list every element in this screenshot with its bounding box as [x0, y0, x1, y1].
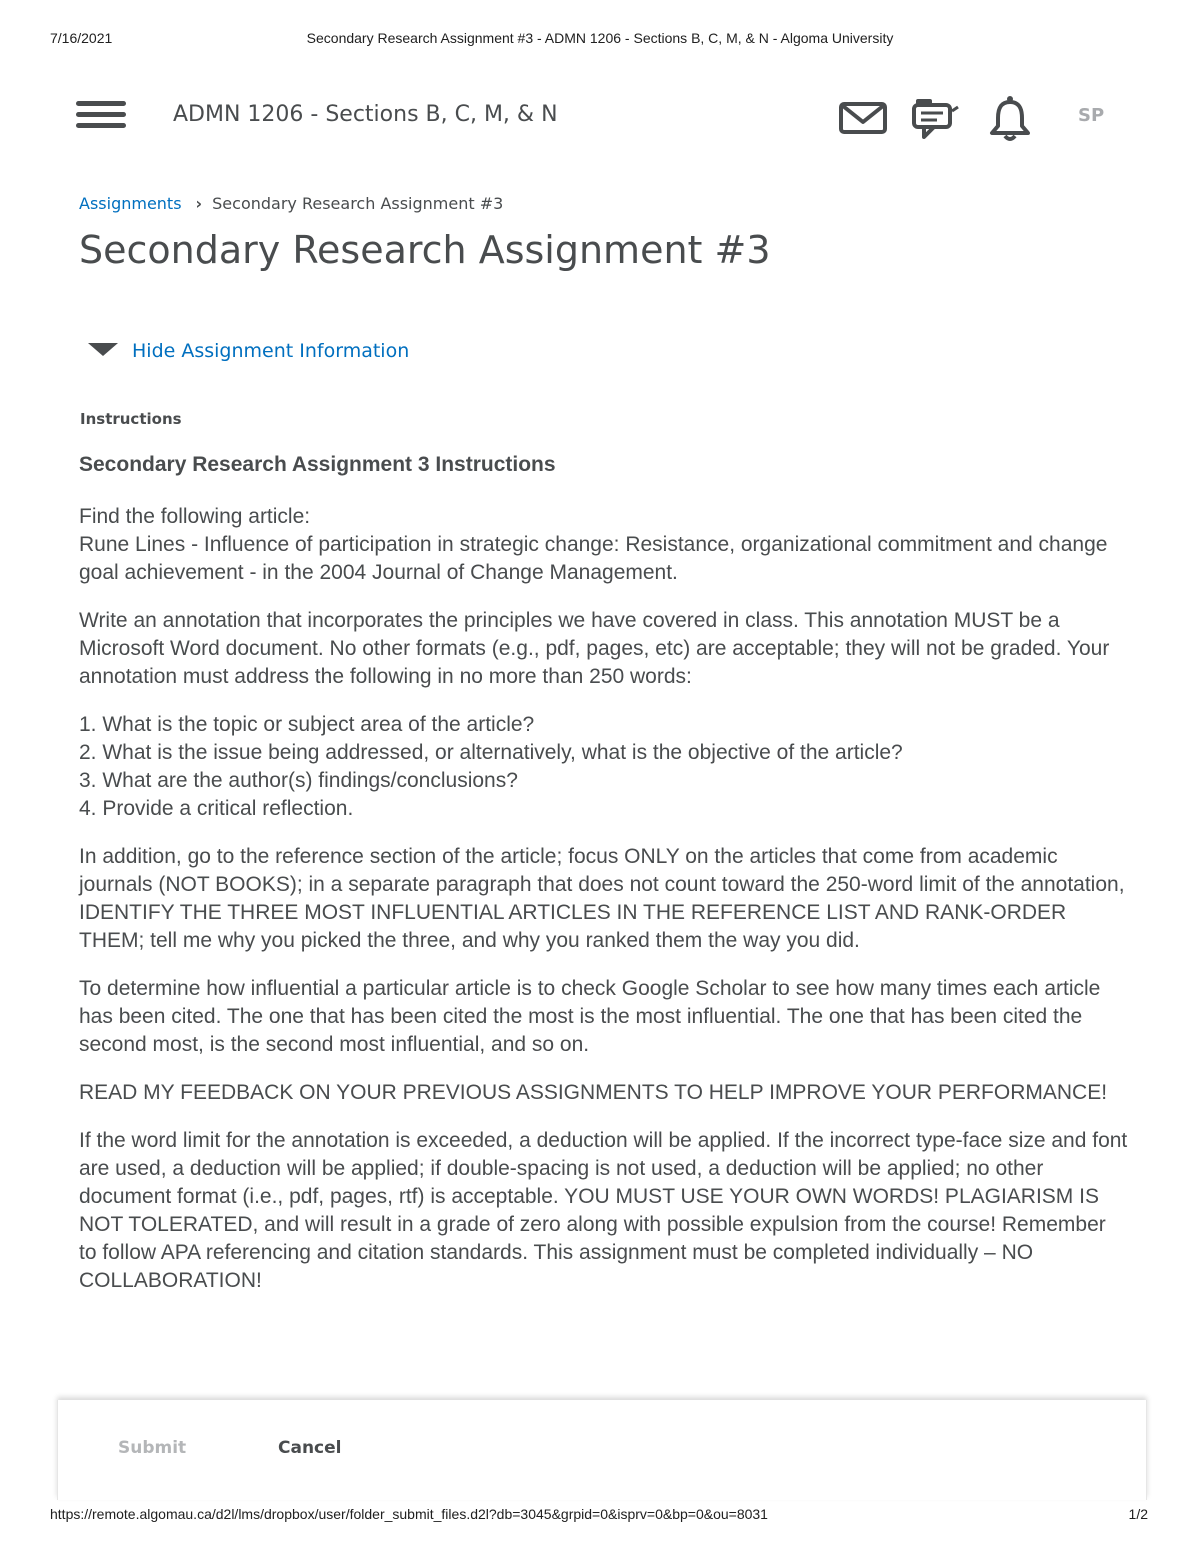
- toggle-label: Hide Assignment Information: [132, 340, 410, 362]
- scholar-paragraph: To determine how influential a particular article is to check Google Scholar to see how many times each article has been cited. The one that has been cited the most is the most influential. The one that has been cited the second most, is the second most influential, and so on.: [79, 977, 1101, 1056]
- print-page-number: 1/2: [1128, 1506, 1148, 1522]
- question-item: 4. Provide a critical reflection.: [79, 797, 354, 820]
- reference-paragraph: In addition, go to the reference section of the article; focus ONLY on the articles that come from academic journals (NOT BOOKS); in a separate paragraph that does not count toward the 250-word limit of the annotation, IDENTIFY THE THREE MOST INFLUENTIAL ARTICLES IN THE REFERENCE LIST AND RANK-ORDER THEM; tell me why you picked the three, and why you ranked them the way you did.: [79, 845, 1125, 952]
- navbar: [0, 85, 1200, 149]
- breadcrumb-assignments-link[interactable]: Assignments: [79, 194, 182, 213]
- question-list: [79, 711, 1129, 823]
- cancel-button[interactable]: Cancel: [278, 1438, 342, 1458]
- rules-paragraph: If the word limit for the annotation is exceeded, a deduction will be applied. If the incorrect type-face size and font are used, a deduction will be applied; if double-spacing is not used, a deduction will be applied; no other document format (i.e., pdf, pages, rtf) is acceptable. YOU MUST USE YOUR OWN WORDS! PLAGIARISM IS NOT TOLERATED, and will result in a grade of zero along with possible expulsion from the course! Remember to follow APA referencing and citation standards. This assignment must be completed individually – NO COLLABORATION!: [79, 1129, 1128, 1292]
- print-url: https://remote.algomau.ca/d2l/lms/dropbox/user/folder_submit_files.d2l?db=3045&grpid=0&isprv=0&bp=0&ou=8031: [50, 1506, 768, 1522]
- instructions-heading: Secondary Research Assignment 3 Instructions: [79, 453, 556, 476]
- question-item: 3. What are the author(s) findings/conclusions?: [79, 769, 518, 792]
- mail-icon[interactable]: [838, 93, 888, 143]
- instructions-body: [79, 453, 1129, 1315]
- instructions-label: Instructions: [80, 410, 182, 428]
- hide-assignment-info-toggle[interactable]: [88, 340, 409, 362]
- print-date: 7/16/2021: [50, 30, 113, 46]
- feedback-paragraph: READ MY FEEDBACK ON YOUR PREVIOUS ASSIGNMENTS TO HELP IMPROVE YOUR PERFORMANCE!: [79, 1081, 1108, 1104]
- print-header: [0, 30, 1200, 50]
- chevron-right-icon: ›: [195, 194, 203, 213]
- menu-icon[interactable]: [76, 101, 126, 133]
- submit-button[interactable]: Submit: [118, 1438, 187, 1458]
- print-footer: [0, 1506, 1200, 1526]
- question-item: 1. What is the topic or subject area of the article?: [79, 713, 535, 736]
- breadcrumb: [79, 194, 503, 213]
- breadcrumb-current: Secondary Research Assignment #3: [212, 194, 504, 213]
- page-title: Secondary Research Assignment #3: [79, 228, 771, 272]
- avatar[interactable]: SP: [1078, 105, 1105, 126]
- question-item: 2. What is the issue being addressed, or alternatively, what is the objective of the article?: [79, 741, 903, 764]
- print-doc-title: Secondary Research Assignment #3 - ADMN 1206 - Sections B, C, M, & N - Algoma University: [306, 30, 894, 46]
- chat-icon[interactable]: [910, 93, 960, 143]
- course-title[interactable]: ADMN 1206 - Sections B, C, M, & N: [173, 102, 558, 127]
- bell-icon[interactable]: [985, 93, 1035, 143]
- write-paragraph: Write an annotation that incorporates the principles we have covered in class. This annotation MUST be a Microsoft Word document. No other formats (e.g., pdf, pages, etc) are acceptable; they will not be graded. Your annotation must address the following in no more than 250 words:: [79, 609, 1110, 688]
- find-line-2: Rune Lines - Influence of participation in strategic change: Resistance, organizational commitment and change goal achievement - in the 2004 Journal of Change Management.: [79, 533, 1108, 584]
- find-article-paragraph: [79, 503, 1129, 587]
- caret-down-icon: [88, 343, 118, 356]
- find-line-1: Find the following article:: [79, 505, 311, 528]
- action-footer: [57, 1400, 1147, 1500]
